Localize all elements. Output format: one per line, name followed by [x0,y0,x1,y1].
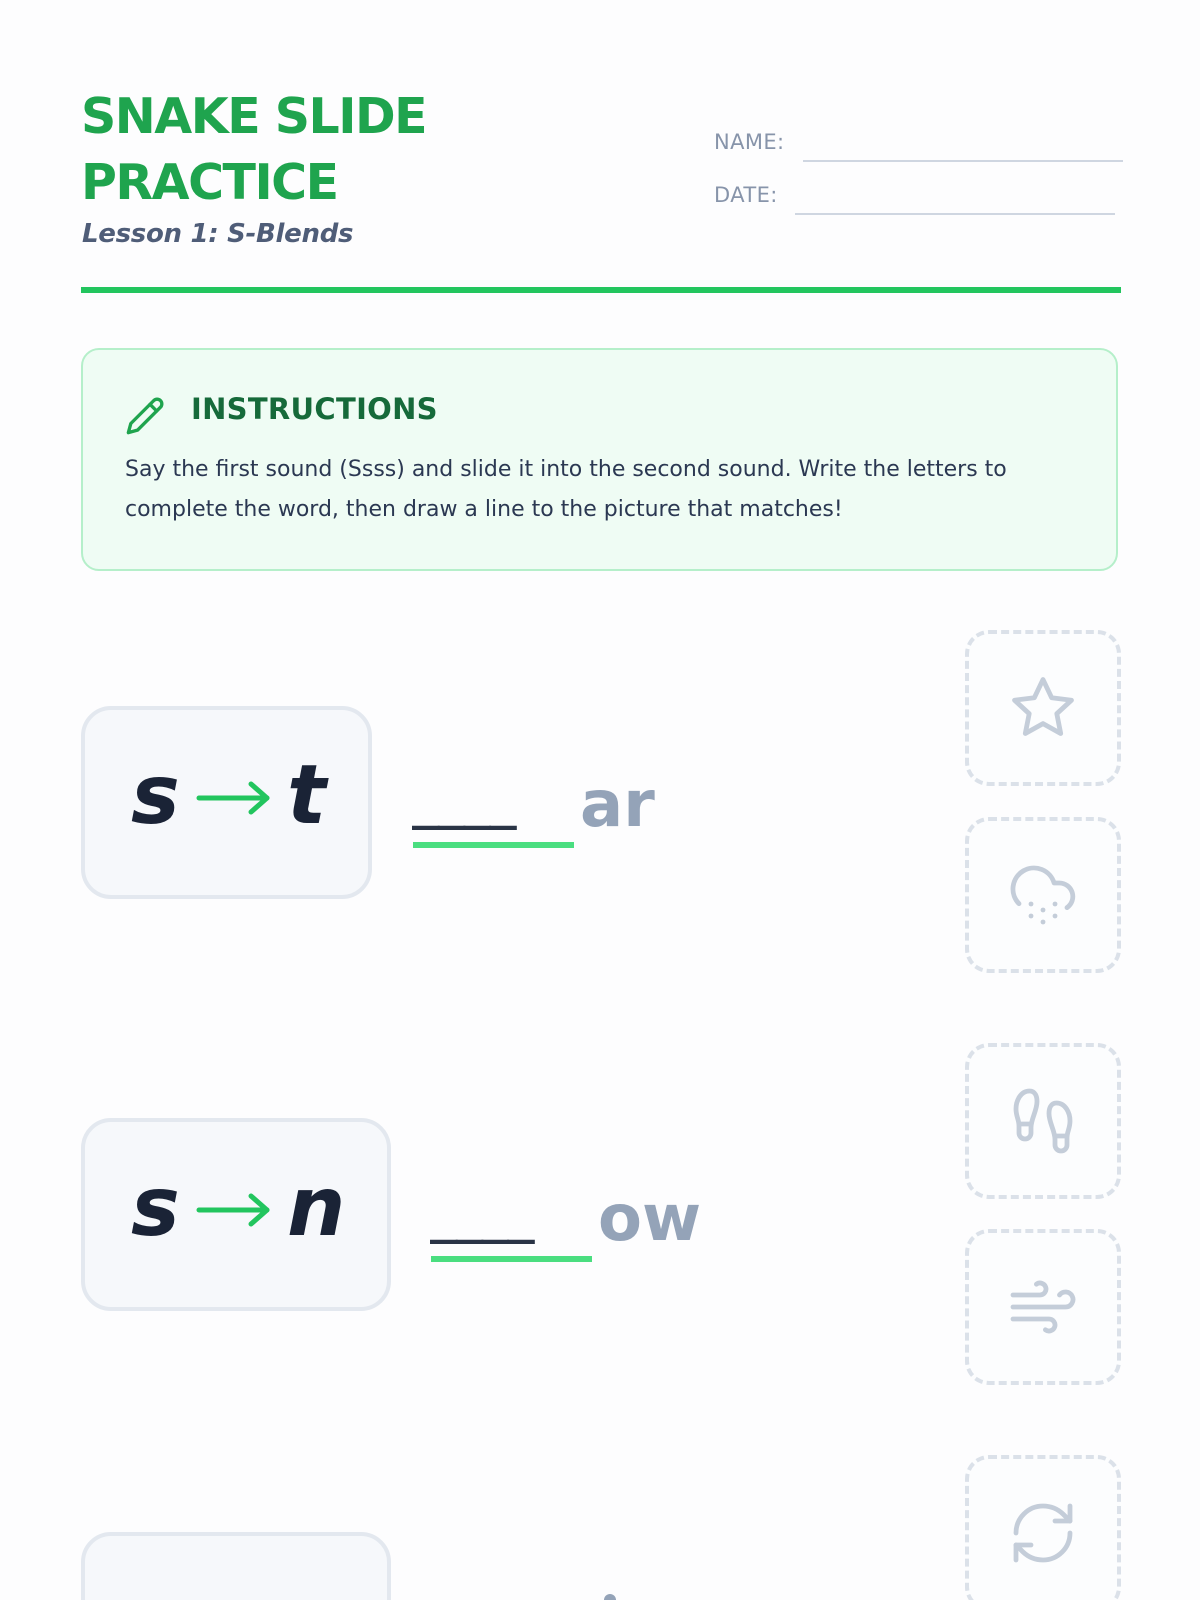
instructions-text: Say the first sound (Ssss) and slide it into the second sound. Write the letters to complete the word, then draw a line to the picture that matches! [125,457,1007,522]
answer-blank[interactable]: ____ [412,776,515,830]
name-field[interactable] [803,160,1123,162]
picture-box-refresh[interactable] [965,1455,1121,1600]
blend-second-letter: t [287,748,327,843]
picture-box-wind[interactable] [965,1229,1121,1385]
worksheet-title: SNAKE SLIDE PRACTICE [81,88,427,211]
name-label: NAME: [714,130,785,154]
blend-card-sn [81,1118,391,1311]
snow-cloud-icon [1007,859,1079,931]
footprints-icon [1007,1085,1079,1157]
refresh-icon [1007,1497,1079,1569]
blend-card-partial [81,1532,391,1600]
arrow-right-icon [195,778,275,818]
picture-box-star[interactable] [965,630,1121,786]
lesson-subtitle: Lesson 1: S-Blends [82,219,354,249]
picture-box-footprints[interactable] [965,1043,1121,1199]
word-ending: ow [598,1182,702,1256]
answer-underline [413,842,574,848]
word-ending: ar [580,768,655,842]
instructions-heading: INSTRUCTIONS [191,392,438,426]
pencil-icon [125,396,165,436]
blend-first-letter: s [131,748,180,843]
picture-box-snow[interactable] [965,817,1121,973]
answer-blank[interactable]: ____ [430,1190,533,1244]
header-divider [81,287,1121,293]
star-icon [1007,672,1079,744]
date-label: DATE: [714,183,778,207]
arrow-right-icon [195,1190,275,1230]
partial-word-mark [604,1594,616,1600]
answer-underline [431,1256,592,1262]
instructions-panel [81,348,1118,571]
wind-icon [1007,1271,1079,1343]
blend-first-letter: s [131,1160,180,1255]
date-field[interactable] [795,213,1115,215]
blend-second-letter: n [287,1160,346,1255]
blend-card-st [81,706,372,899]
